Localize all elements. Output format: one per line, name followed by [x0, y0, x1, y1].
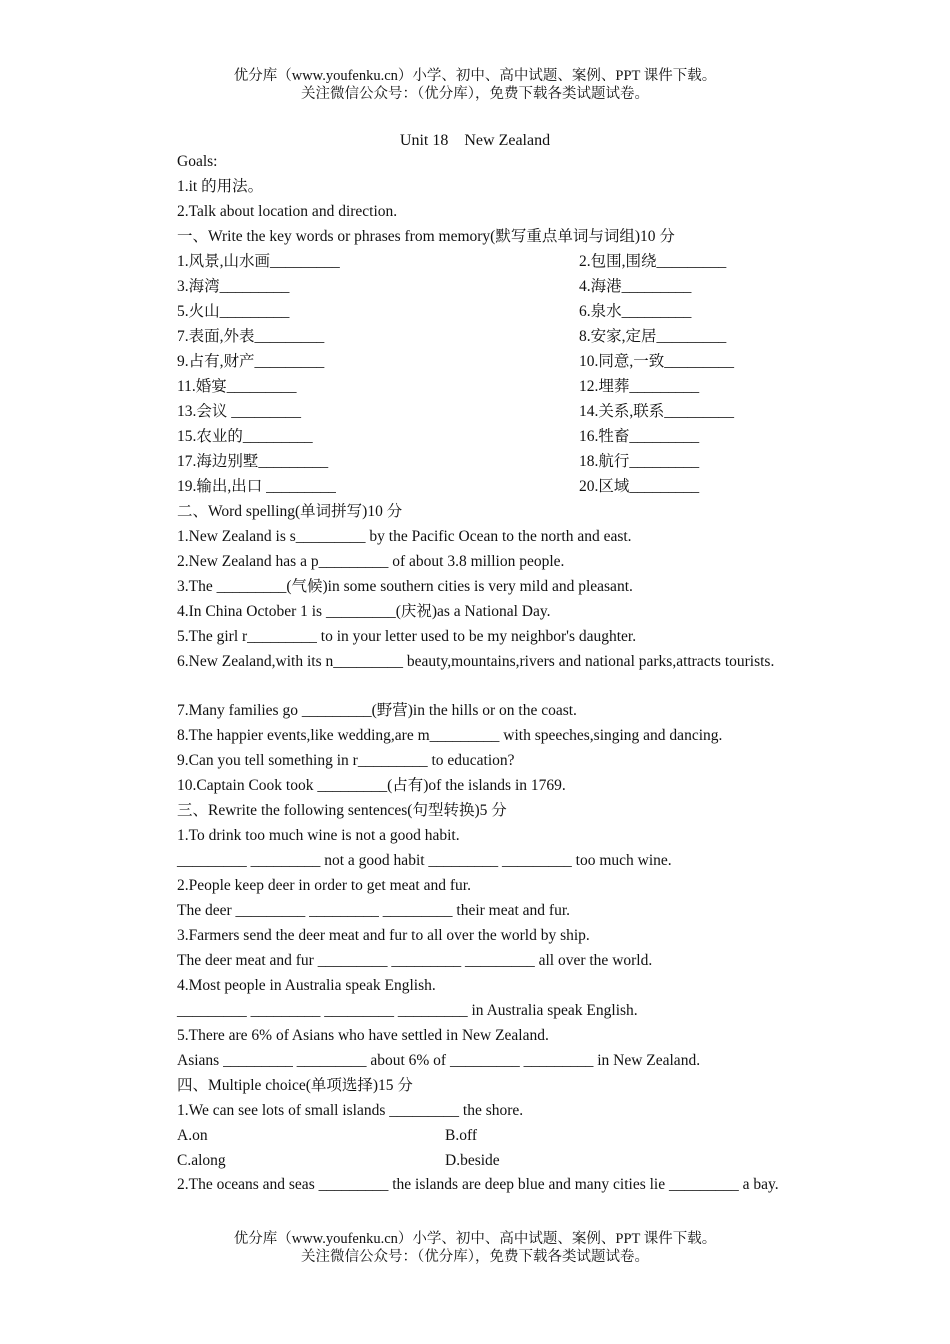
section-1-heading: 一、Write the key words or phrases from memory(默写重点单词与词组)10 分: [177, 228, 675, 245]
spelling-item: 5.The girl r_________ to in your letter used to be my neighbor's daughter.: [177, 628, 637, 645]
choice-question: 2.The oceans and seas _________ the islands are deep blue and many cities lie _________ a bay.: [177, 1176, 779, 1193]
vocab-item: 16.牲畜_________: [579, 428, 700, 445]
goal-item: 2.Talk about location and direction.: [177, 203, 398, 220]
section-2-heading: 二、Word spelling(单词拼写)10 分: [177, 503, 403, 520]
goal-item: 1.it 的用法。: [177, 178, 264, 195]
rewrite-sentence: 5.There are 6% of Asians who have settled in New Zealand.: [177, 1027, 549, 1044]
rewrite-answer: _________ _________ not a good habit _________ _________ too much wine.: [177, 852, 672, 869]
vocab-item: 3.海湾_________: [177, 278, 290, 295]
spelling-item: 7.Many families go _________(野营)in the hills or on the coast.: [177, 702, 577, 719]
vocab-item: 9.占有,财产_________: [177, 353, 325, 370]
page-footer: [0, 1230, 950, 1266]
header-line-1: 优分库（www.youfenku.cn）小学、初中、高中试题、案例、PPT 课件下载。: [233, 68, 717, 84]
vocab-item: 7.表面,外表_________: [177, 328, 325, 345]
spelling-item: 10.Captain Cook took _________(占有)of the islands in 1769.: [177, 777, 566, 794]
choice-option: C.along: [177, 1152, 226, 1169]
choice-option: A.on: [177, 1127, 208, 1144]
footer-line-1: 优分库（www.youfenku.cn）小学、初中、高中试题、案例、PPT 课件下载。: [233, 1231, 717, 1247]
vocab-item: 13.会议 _________: [177, 403, 302, 420]
rewrite-sentence: 2.People keep deer in order to get meat and fur.: [177, 877, 471, 894]
vocab-item: 12.埋葬_________: [579, 378, 700, 395]
rewrite-answer: Asians _________ _________ about 6% of _________ _________ in New Zealand.: [177, 1052, 701, 1069]
vocab-item: 18.航行_________: [579, 453, 700, 470]
choice-question: 1.We can see lots of small islands _________ the shore.: [177, 1102, 524, 1119]
footer-line-2: 关注微信公众号：（优分库），免费下载各类试题试卷。: [301, 1249, 649, 1265]
section-4-heading: 四、Multiple choice(单项选择)15 分: [177, 1077, 413, 1094]
vocab-item: 15.农业的_________: [177, 428, 313, 445]
spelling-item: 4.In China October 1 is _________(庆祝)as a National Day.: [177, 603, 551, 620]
spelling-item: 3.The _________(气候)in some southern cities is very mild and pleasant.: [177, 578, 633, 595]
vocab-item: 20.区域_________: [579, 478, 700, 495]
header-line-2: 关注微信公众号：（优分库），免费下载各类试题试卷。: [301, 86, 649, 102]
page-title: Unit 18 New Zealand: [399, 132, 551, 149]
rewrite-answer: _________ _________ _________ _________ in Australia speak English.: [177, 1002, 638, 1019]
vocab-item: 10.同意,一致_________: [579, 353, 735, 370]
vocab-item: 4.海港_________: [579, 278, 692, 295]
spelling-item: 6.New Zealand,with its n_________ beauty,mountains,rivers and national parks,attracts tourists.: [177, 653, 775, 670]
choice-option: B.off: [445, 1127, 478, 1144]
vocab-item: 8.安家,定居_________: [579, 328, 727, 345]
rewrite-sentence: 1.To drink too much wine is not a good habit.: [177, 827, 460, 844]
rewrite-answer: The deer _________ _________ _________ their meat and fur.: [177, 902, 571, 919]
section-3-heading: 三、Rewrite the following sentences(句型转换)5 分: [177, 802, 507, 819]
vocab-item: 14.关系,联系_________: [579, 403, 735, 420]
vocab-item: 6.泉水_________: [579, 303, 692, 320]
spelling-item: 1.New Zealand is s_________ by the Pacific Ocean to the north and east.: [177, 528, 632, 545]
page-header: [0, 67, 950, 103]
rewrite-answer: The deer meat and fur _________ _________ _________ all over the world.: [177, 952, 653, 969]
spelling-item: 8.The happier events,like wedding,are m_________ with speeches,singing and dancing.: [177, 727, 723, 744]
rewrite-sentence: 3.Farmers send the deer meat and fur to all over the world by ship.: [177, 927, 590, 944]
rewrite-sentence: 4.Most people in Australia speak English.: [177, 977, 436, 994]
spelling-item: 2.New Zealand has a p_________ of about 3.8 million people.: [177, 553, 565, 570]
vocab-item: 19.输出,出口 _________: [177, 478, 336, 495]
vocab-item: 17.海边别墅_________: [177, 453, 329, 470]
vocab-item: 5.火山_________: [177, 303, 290, 320]
spelling-item: 9.Can you tell something in r_________ to education?: [177, 752, 515, 769]
vocab-item: 2.包围,围绕_________: [579, 253, 727, 270]
choice-option: D.beside: [445, 1152, 500, 1169]
vocab-item: 1.风景,山水画_________: [177, 253, 340, 270]
vocab-item: 11.婚宴_________: [177, 378, 297, 395]
goals-heading: Goals:: [177, 153, 218, 170]
